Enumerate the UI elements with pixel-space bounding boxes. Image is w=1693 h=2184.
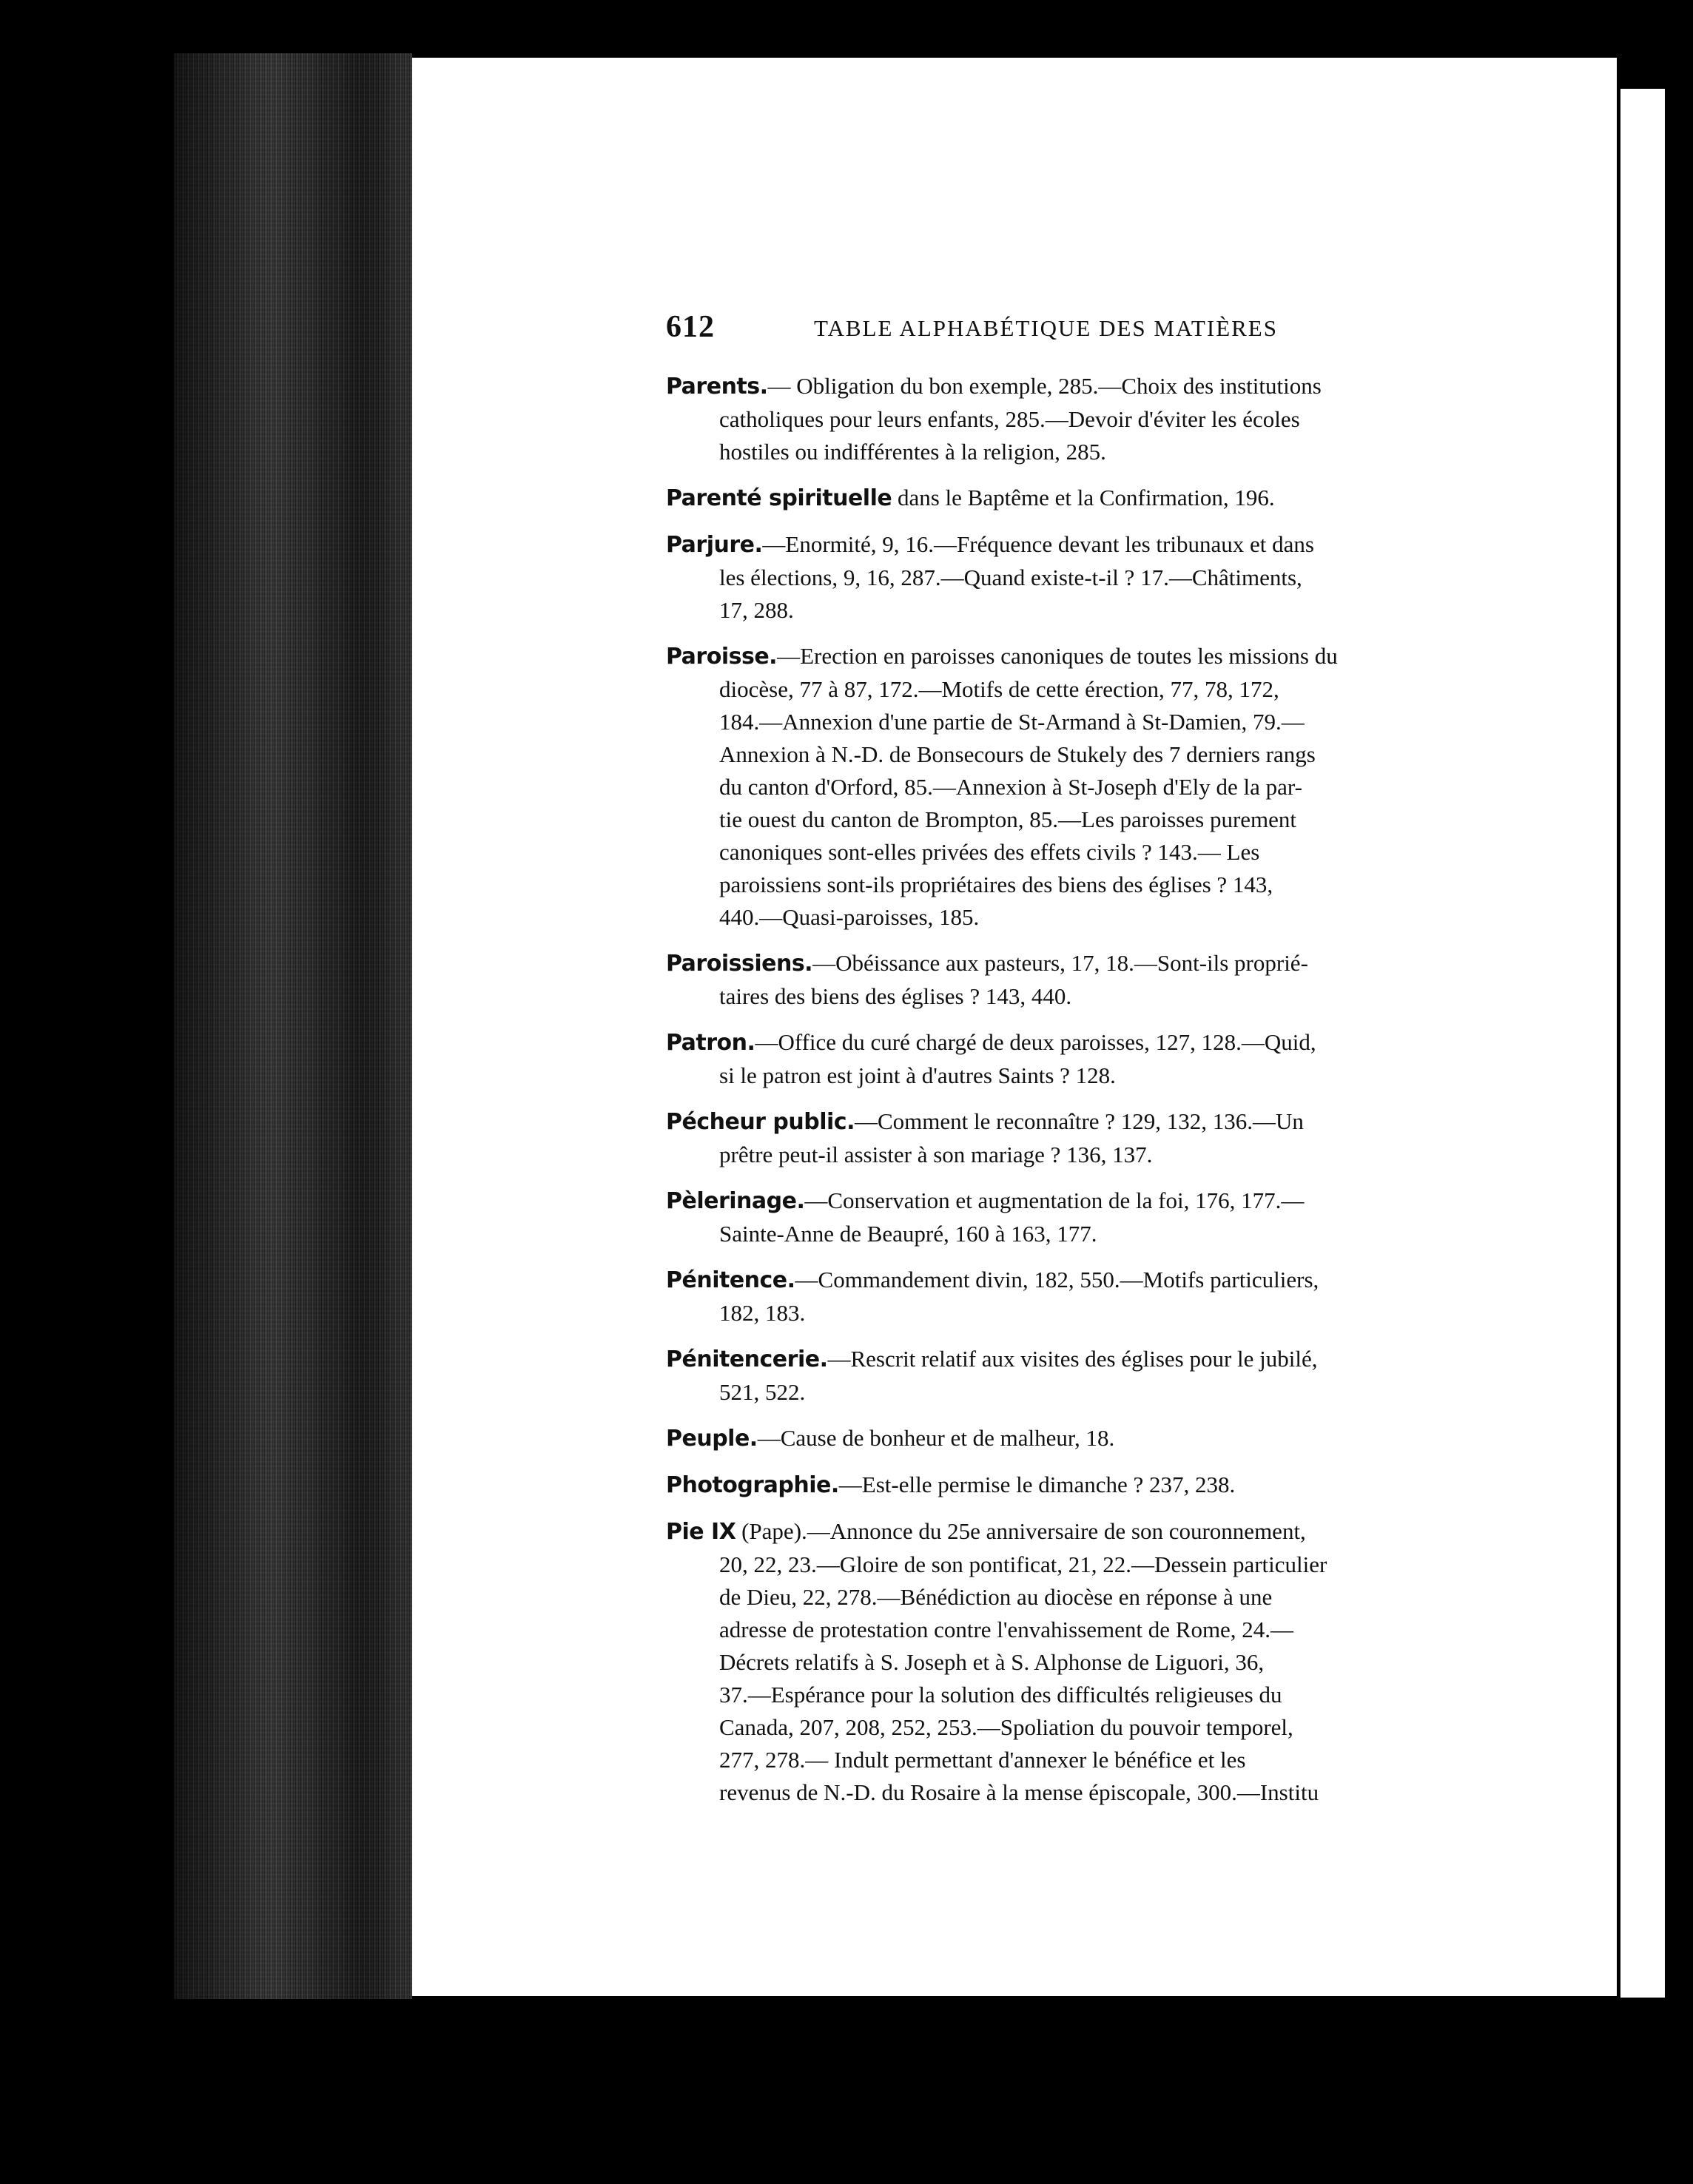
entry-continuation-line [666, 562, 1465, 594]
entry-text: —Enormité, 9, 16.—Fréquence devant les tribunaux et dans [762, 531, 1314, 557]
entry-text: 521, 522. [719, 1379, 806, 1405]
entry-text: adresse de protestation contre l'envahissement de Rome, 24.— [719, 1617, 1294, 1642]
entry-continuation-line [666, 980, 1465, 1013]
entry-text: diocèse, 77 à 87, 172.—Motifs de cette érection, 77, 78, 172, [719, 676, 1279, 702]
entry-first-line [666, 1515, 1465, 1548]
index-entry [666, 482, 1465, 515]
entry-first-line [666, 947, 1465, 980]
entry-continuation-line [666, 803, 1465, 836]
entry-text: hostiles ou indifférentes à la religion, 285. [719, 439, 1106, 465]
entry-continuation-line [666, 1646, 1465, 1679]
entry-text: Canada, 207, 208, 252, 253.—Spoliation du pouvoir temporel, [719, 1714, 1293, 1740]
entry-text: revenus de N.-D. du Rosaire à la mense épiscopale, 300.—Institu [719, 1779, 1319, 1805]
entry-first-line [666, 482, 1465, 515]
entry-headword: Pénitencerie. [666, 1347, 828, 1372]
entry-continuation-line [666, 1711, 1465, 1744]
entry-text: Annexion à N.-D. de Bonsecours de Stukely des 7 derniers rangs [719, 741, 1316, 767]
index-entry [666, 1422, 1465, 1455]
entry-continuation-line [666, 436, 1465, 468]
entry-text: (Pape).—Annonce du 25e anniversaire de son couronnement, [736, 1518, 1306, 1544]
entry-headword: Pie IX [666, 1519, 736, 1545]
entry-continuation-line [666, 403, 1465, 436]
entry-text: taires des biens des églises ? 143, 440. [719, 983, 1072, 1009]
entry-text: 17, 288. [719, 597, 794, 623]
entry-text: 184.—Annexion d'une partie de St-Armand à St-Damien, 79.— [719, 709, 1305, 735]
entry-text: de Dieu, 22, 278.—Bénédiction au diocèse en réponse à une [719, 1584, 1273, 1610]
entry-continuation-line [666, 1679, 1465, 1711]
entry-first-line [666, 1105, 1465, 1139]
entry-continuation-line [666, 1376, 1465, 1409]
entry-text: —Comment le reconnaître ? 129, 132, 136.—Un [854, 1108, 1304, 1134]
entry-headword: Peuple. [666, 1426, 758, 1452]
entry-continuation-line [666, 869, 1465, 901]
entry-text: tie ouest du canton de Brompton, 85.—Les paroisses purement [719, 806, 1297, 832]
entry-first-line [666, 1343, 1465, 1376]
entry-continuation-line [666, 836, 1465, 869]
entry-text: prêtre peut-il assister à son mariage ? 136, 137. [719, 1142, 1153, 1167]
next-page-edge [1620, 89, 1665, 1998]
entry-headword: Photographie. [666, 1472, 839, 1498]
entry-continuation-line [666, 901, 1465, 934]
entry-text: du canton d'Orford, 85.—Annexion à St-Joseph d'Ely de la par- [719, 774, 1302, 800]
entry-continuation-line [666, 1614, 1465, 1646]
entry-continuation-line [666, 706, 1465, 738]
entry-text: —Cause de bonheur et de malheur, 18. [757, 1425, 1115, 1451]
entry-continuation-line [666, 738, 1465, 771]
entry-headword: Patron. [666, 1030, 755, 1056]
entry-continuation-line [666, 1218, 1465, 1250]
index-entry [666, 1515, 1465, 1809]
entry-continuation-line [666, 673, 1465, 706]
index-entries [666, 370, 1465, 1822]
entry-headword: Pèlerinage. [666, 1188, 805, 1214]
entry-text: Sainte-Anne de Beaupré, 160 à 163, 177. [719, 1221, 1097, 1247]
entry-first-line [666, 528, 1465, 562]
entry-text: 20, 22, 23.—Gloire de son pontificat, 21, 22.—Dessein particulier [719, 1551, 1327, 1577]
entry-text: 182, 183. [719, 1300, 806, 1326]
page-number: 612 [666, 310, 715, 344]
entry-text: 440.—Quasi-paroisses, 185. [719, 904, 980, 930]
running-title: TABLE ALPHABÉTIQUE DES MATIÈRES [814, 315, 1278, 341]
entry-headword: Pénitence. [666, 1267, 795, 1293]
page-header [666, 309, 1480, 354]
book-page-edge [174, 53, 412, 1999]
index-entry [666, 370, 1465, 468]
entry-text: —Est-elle permise le dimanche ? 237, 238. [838, 1472, 1236, 1497]
entry-first-line [666, 1264, 1465, 1297]
index-entry [666, 1184, 1465, 1250]
entry-headword: Paroisse. [666, 644, 778, 670]
entry-continuation-line [666, 1297, 1465, 1329]
index-entry [666, 1264, 1465, 1329]
entry-headword: Parjure. [666, 532, 763, 558]
entry-headword: Parenté spirituelle [666, 485, 892, 511]
entry-continuation-line [666, 594, 1465, 627]
index-entry [666, 947, 1465, 1013]
entry-first-line [666, 1422, 1465, 1455]
entry-first-line [666, 370, 1465, 403]
entry-continuation-line [666, 1581, 1465, 1614]
entry-text: 37.—Espérance pour la solution des difficultés religieuses du [719, 1682, 1282, 1708]
entry-continuation-line [666, 1139, 1465, 1171]
entry-headword: Paroissiens. [666, 951, 813, 977]
entry-continuation-line [666, 1744, 1465, 1776]
entry-headword: Parents. [666, 374, 768, 400]
entry-first-line [666, 1184, 1465, 1218]
entry-text: paroissiens sont-ils propriétaires des biens des églises ? 143, [719, 872, 1273, 897]
index-entry [666, 1343, 1465, 1409]
entry-continuation-line [666, 771, 1465, 803]
index-entry [666, 1469, 1465, 1502]
entry-text: les élections, 9, 16, 287.—Quand existe-t-il ? 17.—Châtiments, [719, 564, 1302, 590]
entry-continuation-line [666, 1059, 1465, 1092]
entry-text: 277, 278.— Indult permettant d'annexer le bénéfice et les [719, 1747, 1246, 1773]
entry-text: —Erection en paroisses canoniques de toutes les missions du [777, 643, 1338, 669]
entry-text: Décrets relatifs à S. Joseph et à S. Alphonse de Liguori, 36, [719, 1649, 1265, 1675]
index-entry [666, 640, 1465, 934]
entry-continuation-line [666, 1776, 1465, 1809]
entry-text: — Obligation du bon exemple, 285.—Choix des institutions [767, 373, 1322, 399]
index-entry [666, 1026, 1465, 1092]
entry-text: dans le Baptême et la Confirmation, 196. [892, 485, 1275, 510]
entry-first-line [666, 1026, 1465, 1059]
entry-text: canoniques sont-elles privées des effets civils ? 143.— Les [719, 839, 1260, 865]
entry-first-line [666, 640, 1465, 673]
entry-continuation-line [666, 1548, 1465, 1581]
index-entry [666, 528, 1465, 627]
entry-first-line [666, 1469, 1465, 1502]
entry-text: —Rescrit relatif aux visites des églises pour le jubilé, [827, 1346, 1318, 1372]
entry-text: —Office du curé chargé de deux paroisses, 127, 128.—Quid, [755, 1029, 1316, 1055]
index-entry [666, 1105, 1465, 1171]
entry-text: —Obéissance aux pasteurs, 17, 18.—Sont-ils proprié- [812, 950, 1308, 976]
entry-text: catholiques pour leurs enfants, 285.—Devoir d'éviter les écoles [719, 406, 1300, 432]
entry-text: —Conservation et augmentation de la foi, 176, 177.— [804, 1187, 1305, 1213]
entry-text: si le patron est joint à d'autres Saints ? 128. [719, 1062, 1116, 1088]
entry-headword: Pécheur public. [666, 1109, 855, 1135]
entry-text: —Commandement divin, 182, 550.—Motifs particuliers, [795, 1267, 1319, 1292]
